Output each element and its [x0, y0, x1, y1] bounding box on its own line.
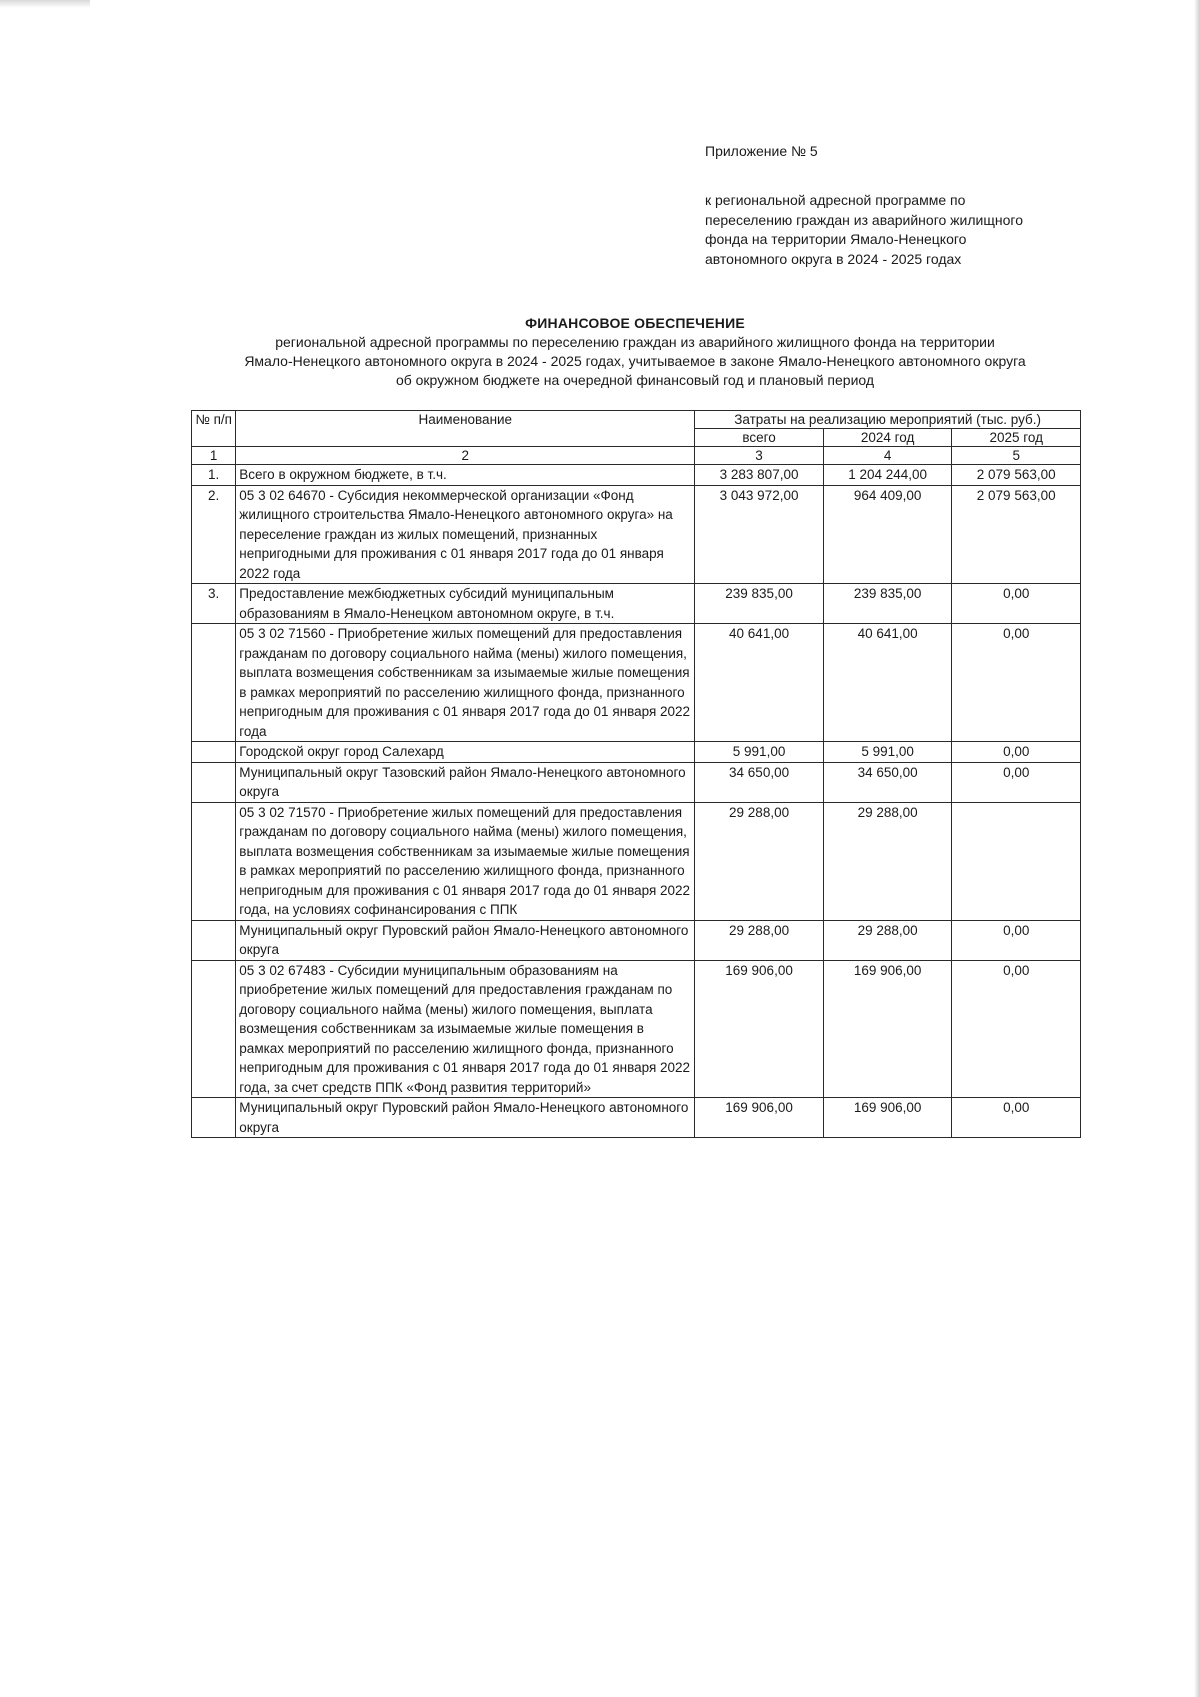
header-2024: 2024 год [823, 429, 952, 447]
row-2025: 0,00 [952, 584, 1081, 624]
row-2025 [952, 802, 1081, 920]
appendix-label: Приложение № 5 [705, 143, 818, 159]
row-total: 29 288,00 [695, 802, 824, 920]
row-2025: 0,00 [952, 1098, 1081, 1138]
table-row [192, 802, 1081, 920]
row-2024: 169 906,00 [823, 1098, 952, 1138]
table-row [192, 960, 1081, 1098]
row-number [192, 920, 236, 960]
header-no: № п/п [192, 411, 236, 447]
appendix-line: автономного округа в 2024 - 2025 годах [705, 250, 962, 267]
row-number: 1. [192, 465, 236, 486]
heading-line: региональной адресной программы по переселению граждан из аварийного жилищного фонда на территории [275, 334, 995, 350]
header-2025: 2025 год [952, 429, 1081, 447]
row-2024: 5 991,00 [823, 742, 952, 763]
table-row [192, 465, 1081, 486]
appendix-line: к региональной адресной программе по [705, 192, 966, 208]
header-costs: Затраты на реализацию мероприятий (тыс. руб.) [695, 411, 1081, 429]
document-title: ФИНАНСОВОЕ ОБЕСПЕЧЕНИЕ [525, 315, 745, 331]
row-2024: 964 409,00 [823, 485, 952, 584]
row-name: 05 3 02 71560 - Приобретение жилых помещений для предоставления гражданам по договору социального найма (мены) жилого помещения, выплата возмещения собственникам за изымаемые жилые помещения в рамках мероприятий по расселению жилищного фонда, признанного непригодным для проживания с 01 января 2017 года до 01 января 2022 года [236, 624, 695, 742]
row-name: Предоставление межбюджетных субсидий муниципальным образованиям в Ямало-Ненецком автономном округе, в т.ч. [236, 584, 695, 624]
table-row [192, 485, 1081, 584]
row-number [192, 762, 236, 802]
row-number [192, 624, 236, 742]
row-2025: 0,00 [952, 960, 1081, 1098]
row-name: 05 3 02 71570 - Приобретение жилых помещений для предоставления гражданам по договору социального найма (мены) жилого помещения, выплата возмещения собственникам за изымаемые жилые помещения в рамках мероприятий по расселению жилищного фонда, признанного непригодным для проживания с 01 января 2017 года до 01 января 2022 года, на условиях софинансирования с ППК [236, 802, 695, 920]
column-number: 2 [236, 447, 695, 465]
table-row [192, 1098, 1081, 1138]
row-2024: 169 906,00 [823, 960, 952, 1098]
row-name: 05 3 02 67483 - Субсидии муниципальным образованиям на приобретение жилых помещений для предоставления гражданам по договору социального найма (мены) жилого помещения, выплата возмещения собственникам за изымаемые жилые помещения в рамках мероприятий по расселению жилищного фонда, признанного непригодным для проживания с 01 января 2017 года до 01 января 2022 года, за счет средств ППК «Фонд развития территорий» [236, 960, 695, 1098]
row-2024: 29 288,00 [823, 802, 952, 920]
financing-table [191, 410, 1081, 1138]
row-number [192, 1098, 236, 1138]
scan-artifact [0, 0, 90, 8]
row-total: 169 906,00 [695, 1098, 824, 1138]
appendix-line: переселению граждан из аварийного жилищного [705, 211, 1023, 228]
table-row [192, 742, 1081, 763]
row-2025: 0,00 [952, 762, 1081, 802]
row-name: Муниципальный округ Пуровский район Ямало-Ненецкого автономного округа [236, 920, 695, 960]
row-name: 05 3 02 64670 - Субсидия некоммерческой организации «Фонд жилищного строительства Ямало-Ненецкого автономного округа» на переселение граждан из жилых помещений, признанных непригодными для проживания с 01 января 2017 года до 01 января 2022 года [236, 485, 695, 584]
column-number: 1 [192, 447, 236, 465]
row-name: Городской округ город Салехард [236, 742, 695, 763]
row-total: 169 906,00 [695, 960, 824, 1098]
row-total: 239 835,00 [695, 584, 824, 624]
row-total: 5 991,00 [695, 742, 824, 763]
column-number: 3 [695, 447, 824, 465]
appendix-line: фонда на территории Ямало-Ненецкого [705, 231, 967, 247]
row-total: 3 043 972,00 [695, 485, 824, 584]
appendix-subtitle [705, 191, 1075, 269]
table-row [192, 624, 1081, 742]
row-total: 40 641,00 [695, 624, 824, 742]
row-total: 34 650,00 [695, 762, 824, 802]
column-number: 4 [823, 447, 952, 465]
row-2025: 0,00 [952, 920, 1081, 960]
row-name: Муниципальный округ Тазовский район Ямало-Ненецкого автономного округа [236, 762, 695, 802]
table-row [192, 762, 1081, 802]
row-number [192, 960, 236, 1098]
row-number [192, 802, 236, 920]
row-number: 3. [192, 584, 236, 624]
document-heading [190, 314, 1080, 390]
row-2025: 0,00 [952, 624, 1081, 742]
column-number: 5 [952, 447, 1081, 465]
row-2024: 34 650,00 [823, 762, 952, 802]
header-total: всего [695, 429, 824, 447]
heading-line: Ямало-Ненецкого автономного округа в 2024 - 2025 годах, учитываемое в законе Ямало-Ненецкого автономного округа [244, 353, 1026, 369]
row-2024: 29 288,00 [823, 920, 952, 960]
row-2024: 239 835,00 [823, 584, 952, 624]
row-number [192, 742, 236, 763]
heading-line: об окружном бюджете на очередной финансовый год и плановый период [395, 372, 875, 388]
row-total: 3 283 807,00 [695, 465, 824, 486]
header-name: Наименование [236, 411, 695, 447]
row-name: Всего в окружном бюджете, в т.ч. [236, 465, 695, 486]
row-number: 2. [192, 485, 236, 584]
row-name: Муниципальный округ Пуровский район Ямало-Ненецкого автономного округа [236, 1098, 695, 1138]
row-2025: 2 079 563,00 [952, 485, 1081, 584]
row-total: 29 288,00 [695, 920, 824, 960]
table-row [192, 920, 1081, 960]
row-2025: 2 079 563,00 [952, 465, 1081, 486]
table-row [192, 584, 1081, 624]
row-2024: 40 641,00 [823, 624, 952, 742]
page-edge-shadow [1194, 0, 1200, 1697]
row-2025: 0,00 [952, 742, 1081, 763]
row-2024: 1 204 244,00 [823, 465, 952, 486]
